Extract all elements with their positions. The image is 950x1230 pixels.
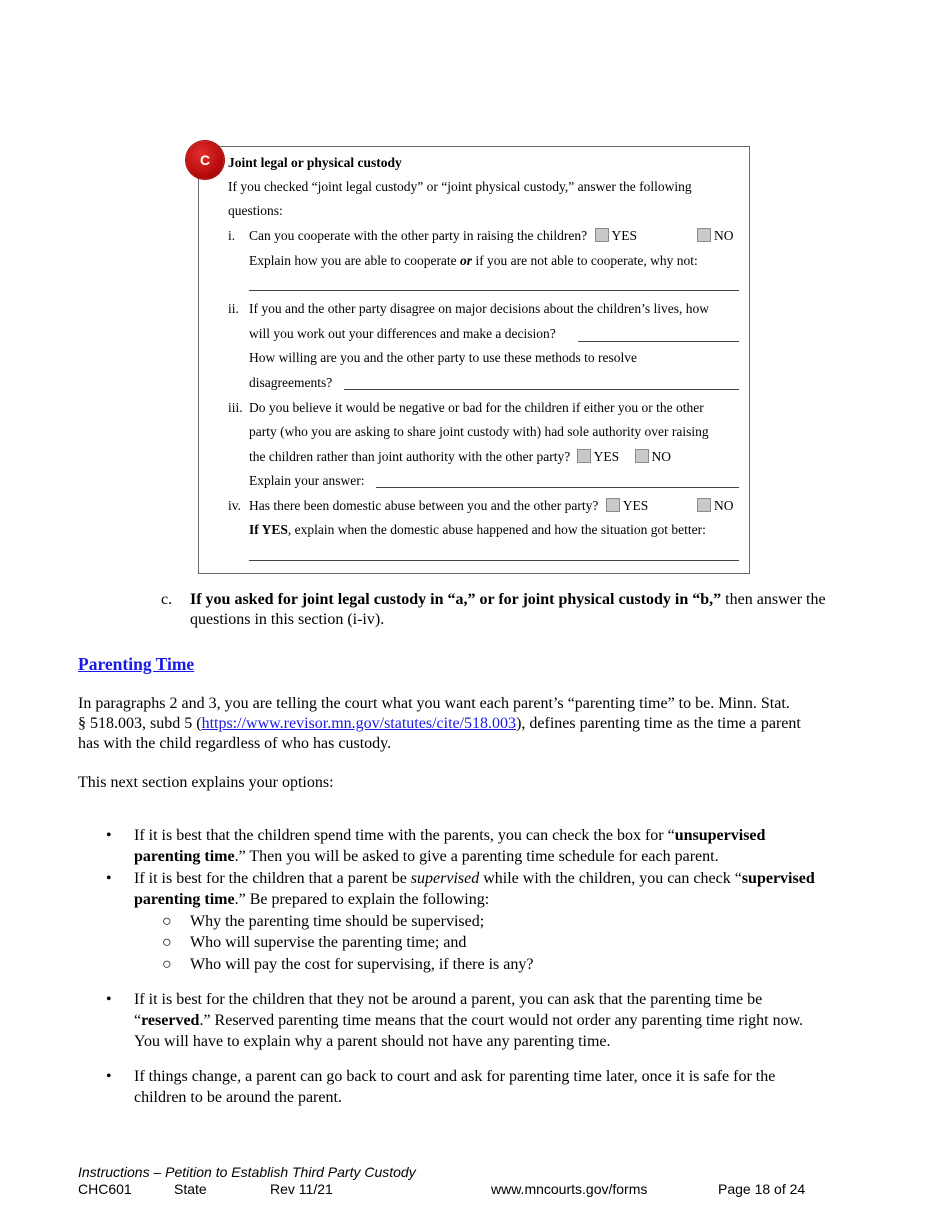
question-ii-line3: How willing are you and the other party to use these methods to resolve [249, 350, 638, 365]
question-iii-line4: Explain your answer: [249, 473, 365, 488]
footer-code: CHC601 [78, 1181, 132, 1197]
question-iii-yes-label: YES [593, 449, 620, 464]
sub-bullet-circle: ○ [162, 934, 172, 951]
question-i-explain: Explain how you are able to cooperate or if you are not able to cooperate, why not: [249, 253, 698, 268]
footer-revision: Rev 11/21 [270, 1181, 333, 1197]
item-c-marker: c. [161, 591, 173, 608]
item-c-line2: questions in this section (i-iv). [190, 611, 385, 628]
section-c-badge [186, 141, 224, 179]
question-iii-line2: party (who you are asking to share joint custody with) had sole authority over raising [249, 424, 709, 439]
question-iv-no-checkbox[interactable] [697, 498, 711, 512]
question-i-text: Can you cooperate with the other party in raising the children? YES [249, 228, 638, 243]
question-iii-line3: the children rather than joint authority with the other party? YES NO [249, 449, 672, 464]
question-i-number: i. [228, 228, 236, 243]
question-iii-yes-checkbox[interactable] [577, 449, 591, 463]
question-ii-line4: disagreements? [249, 375, 333, 390]
paragraph-1-line2: § 518.003, subd 5 (https://www.revisor.mn.gov/statutes/cite/518.003), defines parenting time as the time a parent [78, 715, 801, 732]
bullet-dot: • [106, 827, 112, 844]
question-iii-no-label: NO [651, 449, 672, 464]
paragraph-1-line1: In paragraphs 2 and 3, you are telling the court what you want each parent’s “parenting time” to be. Minn. Stat. [78, 695, 790, 712]
question-i-no-label: NO [714, 228, 734, 243]
question-i-yes-checkbox[interactable] [595, 228, 609, 242]
form-title: Joint legal or physical custody [228, 155, 402, 170]
question-iv-no-label: NO [714, 498, 734, 513]
question-ii-line2: will you work out your differences and make a decision? [249, 326, 556, 341]
statute-link[interactable]: https://www.revisor.mn.gov/statutes/cite/518.003 [201, 715, 517, 732]
question-iii-line1: Do you believe it would be negative or bad for the children if either you or the other [249, 400, 704, 415]
item-c-line1: If you asked for joint legal custody in “a,” or for joint physical custody in “b,” then answer the [190, 591, 826, 608]
bullet-1-line2: parenting time.” Then you will be asked to give a parenting time schedule for each parent. [134, 848, 719, 865]
question-i-no [697, 227, 734, 245]
bullet-dot: • [106, 1068, 112, 1085]
bullet-2-line1: If it is best for the children that a parent be supervised while with the children, you can check “supervised [134, 870, 815, 887]
question-iv-no [697, 497, 734, 515]
question-iii-no-checkbox[interactable] [635, 449, 649, 463]
bullet-4-line2: children to be around the parent. [134, 1089, 342, 1106]
question-i-no-checkbox[interactable] [697, 228, 711, 242]
bullet-2-line2: parenting time.” Be prepared to explain the following: [134, 891, 490, 908]
question-i-answer-line[interactable] [249, 290, 739, 291]
sub-bullet-3: Who will pay the cost for supervising, if there is any? [190, 956, 534, 973]
question-iv-number: iv. [228, 498, 241, 513]
sub-bullet-1: Why the parenting time should be supervised; [190, 913, 485, 930]
footer-state: State [174, 1181, 207, 1197]
paragraph-2: This next section explains your options: [78, 774, 334, 791]
question-iv-answer-line[interactable] [249, 560, 739, 561]
question-iv-yes-label: YES [622, 498, 649, 513]
question-iii-answer-line[interactable] [376, 487, 739, 488]
badge-letter: C [199, 152, 211, 168]
sub-bullet-circle: ○ [162, 956, 172, 973]
question-ii-answer-line[interactable] [578, 341, 739, 342]
bullet-4-line1: If things change, a parent can go back to court and ask for parenting time later, once it is safe for the [134, 1068, 776, 1085]
question-iv-line1: Has there been domestic abuse between you and the other party? YES [249, 498, 649, 513]
question-ii-line1: If you and the other party disagree on major decisions about the children’s lives, how [249, 301, 710, 316]
parenting-time-heading[interactable]: Parenting Time [78, 654, 195, 674]
form-intro-line2: questions: [228, 203, 283, 218]
question-ii-number: ii. [228, 301, 239, 316]
question-i-yes-label: YES [611, 228, 638, 243]
bullet-3-line3: You will have to explain why a parent should not have any parenting time. [134, 1033, 611, 1050]
bullet-3-line1: If it is best for the children that they not be around a parent, you can ask that the parenting time be [134, 991, 763, 1008]
footer-website: www.mncourts.gov/forms [491, 1181, 648, 1197]
question-ii-willing-answer-line[interactable] [344, 389, 739, 390]
question-iv-line2: If YES, explain when the domestic abuse happened and how the situation got better: [249, 522, 706, 537]
form-intro-line1: If you checked “joint legal custody” or “joint physical custody,” answer the following [228, 179, 692, 194]
bullet-1-line1: If it is best that the children spend time with the parents, you can check the box for “unsupervised [134, 827, 766, 844]
sub-bullet-2: Who will supervise the parenting time; and [190, 934, 467, 951]
bullet-dot: • [106, 991, 112, 1008]
footer-page-number: Page 18 of 24 [718, 1181, 806, 1197]
bullet-dot: • [106, 870, 112, 887]
question-iii-number: iii. [228, 400, 243, 415]
question-iv-yes-checkbox[interactable] [606, 498, 620, 512]
paragraph-1-line3: has with the child regardless of who has custody. [78, 735, 392, 752]
sub-bullet-circle: ○ [162, 913, 172, 930]
footer-title: Instructions – Petition to Establish Third Party Custody [78, 1164, 416, 1180]
bullet-3-line2: “reserved.” Reserved parenting time means that the court would not order any parenting time right now. [134, 1012, 804, 1029]
